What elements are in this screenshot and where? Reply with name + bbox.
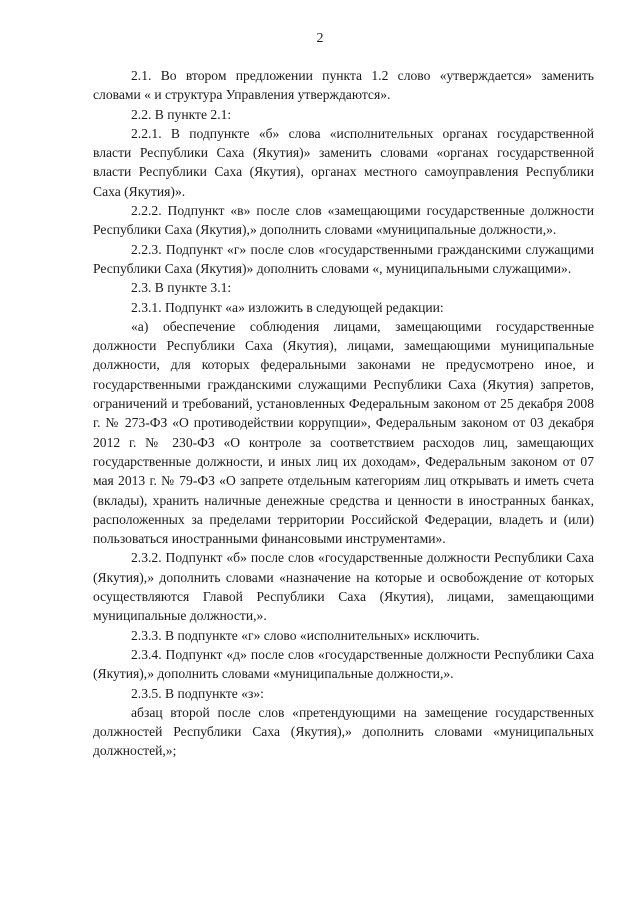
paragraph-2-3-3: 2.3.3. В подпункте «г» слово «исполнительных» исключить. [131,627,480,643]
paragraph-2-3-4: 2.3.4. Подпункт «д» после слов «государственные должности Республики Саха (Якутия),» дополнить словами «муниципальные должности,». [93,646,594,682]
paragraph-2-3-1: 2.3.1. Подпункт «а» изложить в следующей редакции: [131,299,444,315]
paragraph-subpoint-a: «а) обеспечение соблюдения лицами, замещающими государственные должности Республики Саха (Якутия), лицами, замещающими муниципальные должности, для которых федеральными законами не предусмотрено иное, и государственными гражданскими служащими Республики Саха (Якутия) запретов, ограничений и требований, установленных Федеральным законом от 25 декабря 2008 г. № 273-ФЗ «О противодействии коррупции», Федеральным законом от 03 декабря 2012 г. № 230-ФЗ «О контроле за соответствием расходов лиц, замещающих государственные должности, и иных лиц их доходам», Федеральным законом от 07 мая 2013 г. № 79-ФЗ «О запрете отдельным категориям лиц открывать и иметь счета (вклады), хранить наличные денежные средства и ценности в иностранных банках, расположенных за пределами территории Российской Федерации, владеть и (или) пользоваться иностранными финансовыми инструментами». [93,318,594,547]
paragraph-abzac-vtoroy: абзац второй после слов «претендующими на замещение государственных должностей Республики Саха (Якутия),» дополнить словами «муниципальных должностей,»; [93,704,594,759]
page-number: 2 [316,31,324,46]
paragraph-2-1: 2.1. Во втором предложении пункта 1.2 слово «утверждается» заменить словами « и структура Управления утверждаются». [93,68,594,103]
paragraph-2-3-2: 2.3.2. Подпункт «б» после слов «государственные должности Республики Саха (Якутия),» дополнить словами «назначение на которые и освобождение от которых осуществляются Главой Республики Саха (Якутия), лицами, замещающими муниципальные должности,». [93,550,594,624]
paragraph-2-3: 2.3. В пункте 3.1: [131,280,232,296]
paragraph-2-3-5: 2.3.5. В подпункте «з»: [131,685,264,701]
paragraph-2-2-2: 2.2.2. Подпункт «в» после слов «замещающими государственные должности Республики Саха (Якутия),» дополнить словами «муниципальные должности,». [93,203,594,238]
paragraph-2-2-1: 2.2.1. В подпункте «б» слова «исполнительных органах государственной власти Республики Саха (Якутия)» заменить словами «органах государственной власти Республики Саха (Якутия), органах местного самоуправления Республики Саха (Якутия)». [93,125,594,199]
paragraph-2-2: 2.2. В пункте 2.1: [131,106,232,122]
paragraph-2-2-3: 2.2.3. Подпункт «г» после слов «государственными гражданскими служащими Республики Саха (Якутия)» дополнить словами «, муниципальными служащими». [93,241,594,276]
document-body [93,66,594,761]
